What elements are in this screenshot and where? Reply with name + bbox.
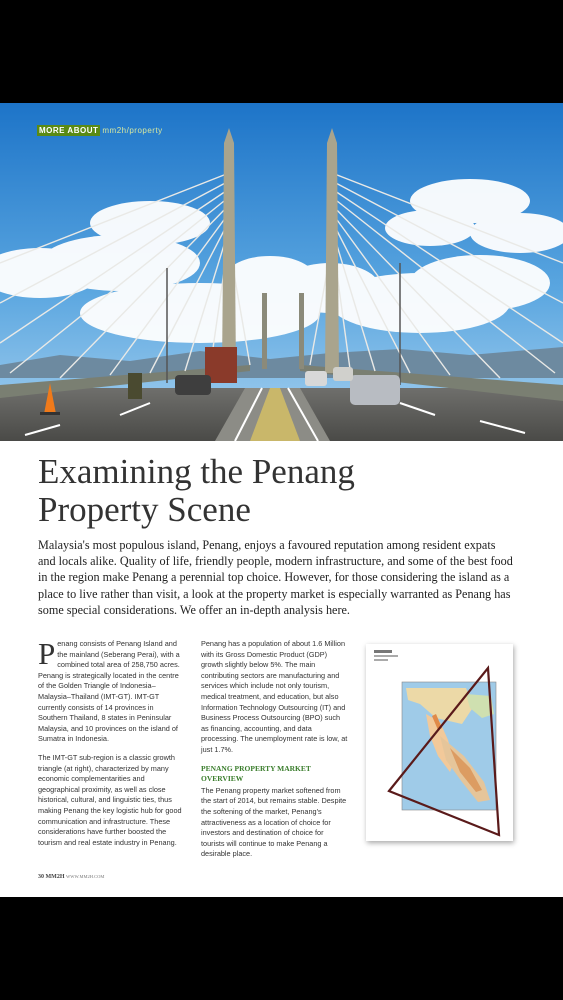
magazine-page: [0, 103, 563, 897]
col1-paragraph-1-text: enang consists of Penang Island and the mainland (Seberang Perai), with a combined total area of 258,750 acres. Penang is strategically located in the centre of the Golden Triangle of Indonesia–Malaysia–Thailand (IMT-GT). IMT-GT currently consists of 14 provinces in Southern Thailand, 8 states in Peninsular Malaysia, and 10 provinces on the island of Sumatra in Indonesia.: [38, 639, 180, 744]
page-footer: [38, 874, 104, 880]
drop-cap: P: [38, 636, 56, 671]
col2-paragraph-1: Penang has a population of about 1.6 Million with its Gross Domestic Product (GDP) growth slightly below 5%. The main contributing sectors are manufacturing and services which include not only tourism, medical treatment, and education, but also Information Technology Outsourcing (IT) and Business Process Outsourcing (BPO) such as financing, accounting, and data processing. The unemployment rate is low, at just 1.7%.: [201, 639, 348, 754]
col1-paragraph-2: The IMT-GT sub-region is a classic growth triangle (at right), characterized by many economic complementarities and geographical proximity, as well as close historical, cultural, and linguistic ties, thus making Penang the key logistic hub for good communication and infrastructure. These considerations have further boosted the tourism and real estate industry in Penang.: [38, 752, 182, 847]
magazine-website: WWW.MM2H.COM: [66, 874, 105, 879]
section-subheading: PENANG PROPERTY MARKET OVERVIEW: [201, 763, 311, 784]
page-number: 30: [38, 874, 44, 880]
title-line-1: Examining the Penang: [38, 452, 355, 491]
bridge-photo: [0, 103, 563, 441]
article-title: [38, 453, 518, 529]
col1-paragraph-1: [38, 636, 184, 745]
col2-paragraph-2: The Penang property market softened from the start of 2014, but remains stable. Despite the softening of the market, Penang's attractiveness as a location of choice for investors and destination of choice for tourists will continue to make Penang a desirable place.: [201, 785, 347, 859]
map-title-text: [374, 650, 392, 653]
title-line-2: Property Scene: [38, 490, 251, 529]
section-tag-path: mm2h/property: [102, 126, 163, 135]
article-intro: Malaysia's most populous island, Penang, enjoys a favoured reputation among resident expats and locals alike. Quality of life, friendly people, modern infrastructure, and some of the best food in the region make Penang a perennial top choice. However, for those considering the island as a place to live rather than visit, a look at the property market is especially warranted as Penang has some special considerations. We offer an in-depth analysis here.: [38, 538, 513, 617]
section-tag-label: MORE ABOUT: [39, 126, 99, 135]
section-tag: [37, 125, 163, 136]
body-column-1: [38, 636, 184, 856]
imt-gt-map-image: [366, 644, 513, 841]
body-column-2: [201, 639, 349, 868]
magazine-name: MM2H: [45, 874, 65, 880]
